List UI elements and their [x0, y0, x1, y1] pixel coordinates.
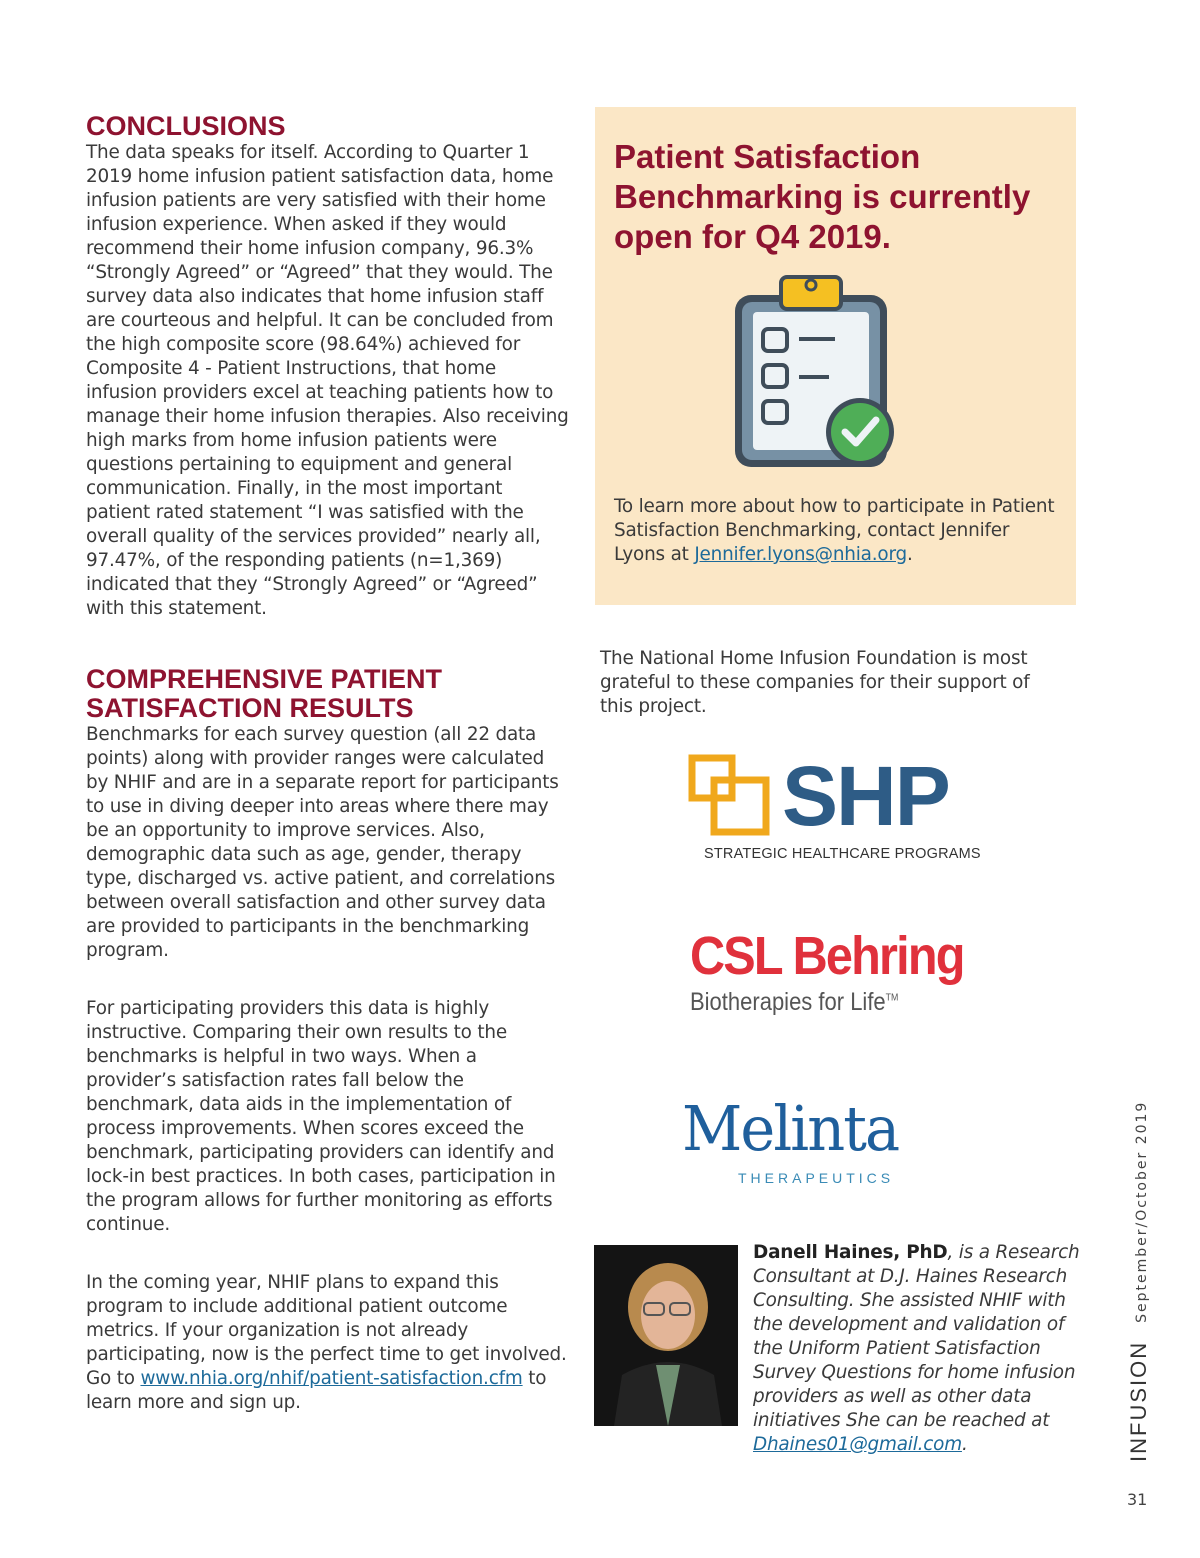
shp-wordmark: SHP	[782, 749, 949, 843]
para3-text-end: to learn more and sign up.	[86, 1368, 547, 1413]
para3-text: In the coming year, NHIF plans to expand this program to include additional patient outcome metrics. If your organization is not already participating, now is the perfect time to get involved. Go to	[86, 1272, 567, 1389]
shp-squares-icon	[688, 754, 772, 836]
author-name: Danell Haines, PhD	[753, 1242, 948, 1263]
magazine-side-label	[1126, 1101, 1152, 1462]
author-bio	[753, 1241, 1083, 1457]
melinta-logo	[682, 1092, 910, 1186]
magazine-name: INFUSION	[1126, 1340, 1151, 1462]
comprehensive-heading	[86, 665, 570, 723]
csl-wordmark: CSL Behring	[690, 926, 964, 986]
csl-behring-logo	[690, 926, 994, 1017]
melinta-wordmark: Melinta	[682, 1092, 899, 1165]
issue-date: September/October 2019	[1134, 1100, 1150, 1323]
comprehensive-heading-line1: COMPREHENSIVE PATIENT	[86, 664, 443, 694]
page-number: 31	[1127, 1490, 1148, 1509]
callout-text-body: To learn more about how to participate in Patient Satisfaction Benchmarking, contact Jennifer Lyons at	[614, 496, 1055, 565]
csl-tagline-wrap	[690, 988, 958, 1017]
jennifer-email-link[interactable]: Jennifer.lyons@nhia.org	[694, 544, 907, 565]
clipboard-checklist-icon	[725, 267, 900, 472]
conclusions-body: The data speaks for itself. According to Quarter 1 2019 home infusion patient satisfaction data, home infusion patients are very satisfied with their home infusion experience. When asked if they would recommend their home infusion company, 96.3% “Strongly Agreed” or “Agreed” that they would. The survey data also indicates that home infusion staff are courteous and helpful. It can be concluded from the high composite score (98.64%) achieved for Composite 4 - Patient Instructions, that home infusion providers excel at teaching patients how to manage their home infusion therapies. Also receiving high marks from home infusion patients were questions pertaining to equipment and general communication. Finally, in the most important patient rated statement “I was satisfied with the overall quality of the services provided” nearly all, 97.47%, of the responding patients (n=1,369) indicated that they “Strongly Agreed” or “Agreed” with this statement.	[86, 142, 569, 619]
callout-text	[614, 495, 1064, 567]
author-bio-end: .	[961, 1434, 968, 1455]
shp-tagline: STRATEGIC HEALTHCARE PROGRAMS	[704, 846, 981, 862]
left-column	[86, 112, 570, 1415]
callout-title: Patient Satisfaction Benchmarking is currently open for Q4 2019.	[614, 138, 1031, 255]
comprehensive-heading-line2: SATISFACTION RESULTS	[86, 693, 414, 723]
comprehensive-para-3	[86, 1271, 570, 1415]
author-portrait-icon	[594, 1245, 738, 1426]
patient-satisfaction-link[interactable]: www.nhia.org/nhif/patient-satisfaction.cfm	[140, 1368, 523, 1389]
author-email-link[interactable]: Dhaines01@gmail.com	[753, 1434, 962, 1455]
benchmarking-callout	[595, 107, 1076, 605]
comprehensive-para-2: For participating providers this data is highly instructive. Comparing their own results to the benchmarks is helpful in two ways. When a provider’s satisfaction rates fall below the benchmark, data aids in the implementation of process improvements. When scores exceed the benchmark, participating providers can identify and lock-in best practices. In both cases, participation in the program allows for further monitoring as efforts continue.	[86, 998, 556, 1235]
callout-text-end: .	[906, 544, 913, 565]
melinta-tagline: THERAPEUTICS	[738, 1170, 895, 1186]
csl-tm: TM	[885, 992, 899, 1004]
author-photo	[594, 1245, 738, 1426]
comprehensive-para-1: Benchmarks for each survey question (all 22 data points) along with provider ranges were calculated by NHIF and are in a separate report for participants to use in diving deeper into areas where there may be an opportunity to improve services. Also, demographic data such as age, gender, therapy type, discharged vs. active patient, and correlations between overall satisfaction and other survey data are provided to participants in the benchmarking program.	[86, 724, 559, 961]
conclusions-heading: CONCLUSIONS	[86, 111, 286, 141]
sponsor-thanks: The National Home Infusion Foundation is most grateful to these companies for their support of this project.	[600, 648, 1030, 717]
author-bio-text: , is a Research Consultant at D.J. Haines Research Consulting. She assisted NHIF with the development and validation of the Uniform Patient Satisfaction Survey Questions for home infusion providers as well as other data initiatives She can be reached at	[753, 1242, 1080, 1431]
csl-tagline: Biotherapies for Life	[690, 988, 886, 1016]
